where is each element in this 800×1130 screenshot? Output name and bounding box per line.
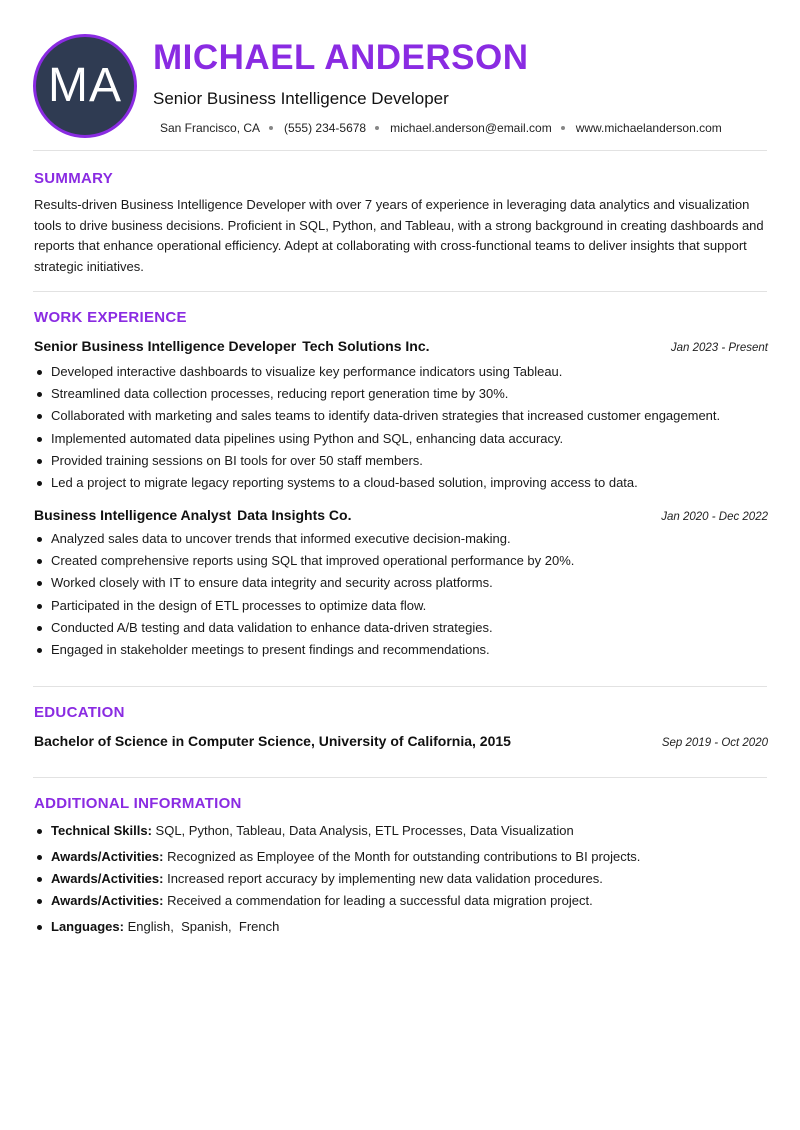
list-item — [34, 405, 768, 427]
bullet-icon — [37, 459, 42, 464]
job-header — [34, 505, 768, 527]
bullet-text: Implemented automated data pipelines using Python and SQL, enhancing data accuracy. — [51, 430, 564, 446]
candidate-title: Senior Business Intelligence Developer — [153, 89, 449, 108]
avatar-initials: MA — [48, 59, 122, 112]
bullet-text: Led a project to migrate legacy reporting systems to a cloud-based solution, improving access to data. — [51, 475, 638, 491]
bullet-icon — [37, 899, 42, 904]
section-divider — [33, 291, 767, 292]
job-title-company — [34, 336, 430, 356]
list-item — [34, 428, 768, 450]
section-divider — [33, 777, 767, 778]
bullet-text: Participated in the design of ETL processes to optimize data flow. — [51, 597, 427, 613]
list-item — [34, 361, 768, 383]
bullet-icon — [37, 829, 42, 834]
bullet-text: Worked closely with IT to ensure data integrity and security across platforms. — [51, 575, 493, 591]
bullet-icon — [37, 855, 42, 860]
info-label: Awards/Activities: — [51, 893, 164, 908]
bullet-text: Provided training sessions on BI tools for over 50 staff members. — [51, 452, 423, 468]
bullet-text: Collaborated with marketing and sales teams to identify data-driven strategies that increased customer engagement. — [51, 408, 721, 424]
info-label: Awards/Activities: — [51, 871, 164, 886]
bullet-icon — [37, 626, 42, 631]
avatar — [33, 34, 137, 138]
bullet-icon — [37, 925, 42, 930]
list-item — [34, 846, 768, 868]
additional-info-list — [34, 820, 768, 938]
bullet-icon — [37, 604, 42, 609]
education-dates: Sep 2019 - Oct 2020 — [661, 737, 768, 749]
experience-heading: WORK EXPERIENCE — [34, 309, 187, 326]
info-label: Technical Skills: — [51, 823, 152, 838]
contact-separator-dot — [269, 126, 273, 130]
list-item — [34, 528, 768, 550]
job-company: Data Insights Co. — [237, 507, 352, 523]
education-heading: EDUCATION — [34, 704, 125, 721]
contact-row — [160, 119, 722, 137]
bullet-text: Streamlined data collection processes, reducing report generation time by 30%. — [51, 386, 509, 402]
list-item — [34, 617, 768, 639]
bullet-icon — [37, 581, 42, 586]
contact-phone: (555) 234-5678 — [284, 121, 367, 135]
contact-website[interactable]: www.michaelanderson.com — [575, 121, 722, 135]
job-header — [34, 336, 768, 358]
summary-heading: SUMMARY — [34, 170, 114, 187]
contact-separator-dot — [561, 126, 565, 130]
bullet-icon — [37, 877, 42, 882]
info-text: Increased report accuracy by implementing new data validation procedures. — [167, 871, 603, 886]
bullet-text: Engaged in stakeholder meetings to present findings and recommendations. — [51, 642, 490, 658]
list-item — [34, 595, 768, 617]
bullet-icon — [37, 648, 42, 653]
additional-info-heading: ADDITIONAL INFORMATION — [34, 795, 242, 812]
list-item — [34, 890, 768, 912]
job-dates: Jan 2023 - Present — [670, 342, 768, 354]
education-degree: Bachelor of Science in Computer Science, University of California, 2015 — [34, 733, 511, 749]
section-divider — [33, 686, 767, 687]
info-text: English, Spanish, French — [127, 919, 280, 934]
info-text: Received a commendation for leading a successful data migration project. — [167, 893, 593, 908]
info-label: Languages: — [51, 919, 124, 934]
info-text: SQL, Python, Tableau, Data Analysis, ETL Processes, Data Visualization — [155, 823, 574, 838]
summary-text: Results-driven Business Intelligence Developer with over 7 years of experience in leveraging data analytics and visualization tools to drive business decisions. Proficient in SQL, Python, and Tableau, with a strong background in creating dashboards and reports that enhance operational efficiency. Adept at collaborating with cross-functional teams to deliver insights that support strategic initiatives. — [34, 197, 764, 274]
bullet-icon — [37, 414, 42, 419]
bullet-text: Conducted A/B testing and data validation to enhance data-driven strategies. — [51, 619, 493, 635]
list-item — [34, 472, 768, 494]
job-dates: Jan 2020 - Dec 2022 — [661, 511, 768, 523]
job-title: Business Intelligence Analyst — [34, 507, 232, 523]
bullet-icon — [37, 481, 42, 486]
list-item — [34, 868, 768, 890]
list-item — [34, 450, 768, 472]
bullet-text: Analyzed sales data to uncover trends that informed executive decision-making. — [51, 531, 511, 546]
info-text: Recognized as Employee of the Month for outstanding contributions to BI projects. — [167, 849, 641, 864]
bullet-text: Created comprehensive reports using SQL that improved operational performance by 20%. — [51, 553, 575, 569]
job-bullet-list — [34, 528, 768, 661]
list-item — [34, 916, 768, 938]
job-bullet-list — [34, 361, 768, 494]
list-item — [34, 639, 768, 661]
bullet-icon — [37, 537, 42, 542]
info-label: Awards/Activities: — [51, 849, 164, 864]
job-title-company — [34, 505, 351, 525]
contact-location: San Francisco, CA — [160, 121, 261, 135]
contact-email[interactable]: michael.anderson@email.com — [390, 121, 552, 135]
section-divider — [33, 150, 767, 151]
list-item — [34, 572, 768, 594]
list-item — [34, 820, 768, 842]
candidate-name: MICHAEL ANDERSON — [153, 38, 529, 77]
job-title: Senior Business Intelligence Developer — [34, 338, 297, 354]
education-entry — [34, 731, 768, 753]
job-company: Tech Solutions Inc. — [302, 338, 430, 354]
bullet-icon — [37, 392, 42, 397]
bullet-icon — [37, 559, 42, 564]
list-item — [34, 550, 768, 572]
bullet-icon — [37, 437, 42, 442]
contact-separator-dot — [375, 126, 379, 130]
list-item — [34, 383, 768, 405]
bullet-text: Developed interactive dashboards to visualize key performance indicators using Tableau. — [51, 364, 563, 379]
bullet-icon — [37, 370, 42, 375]
